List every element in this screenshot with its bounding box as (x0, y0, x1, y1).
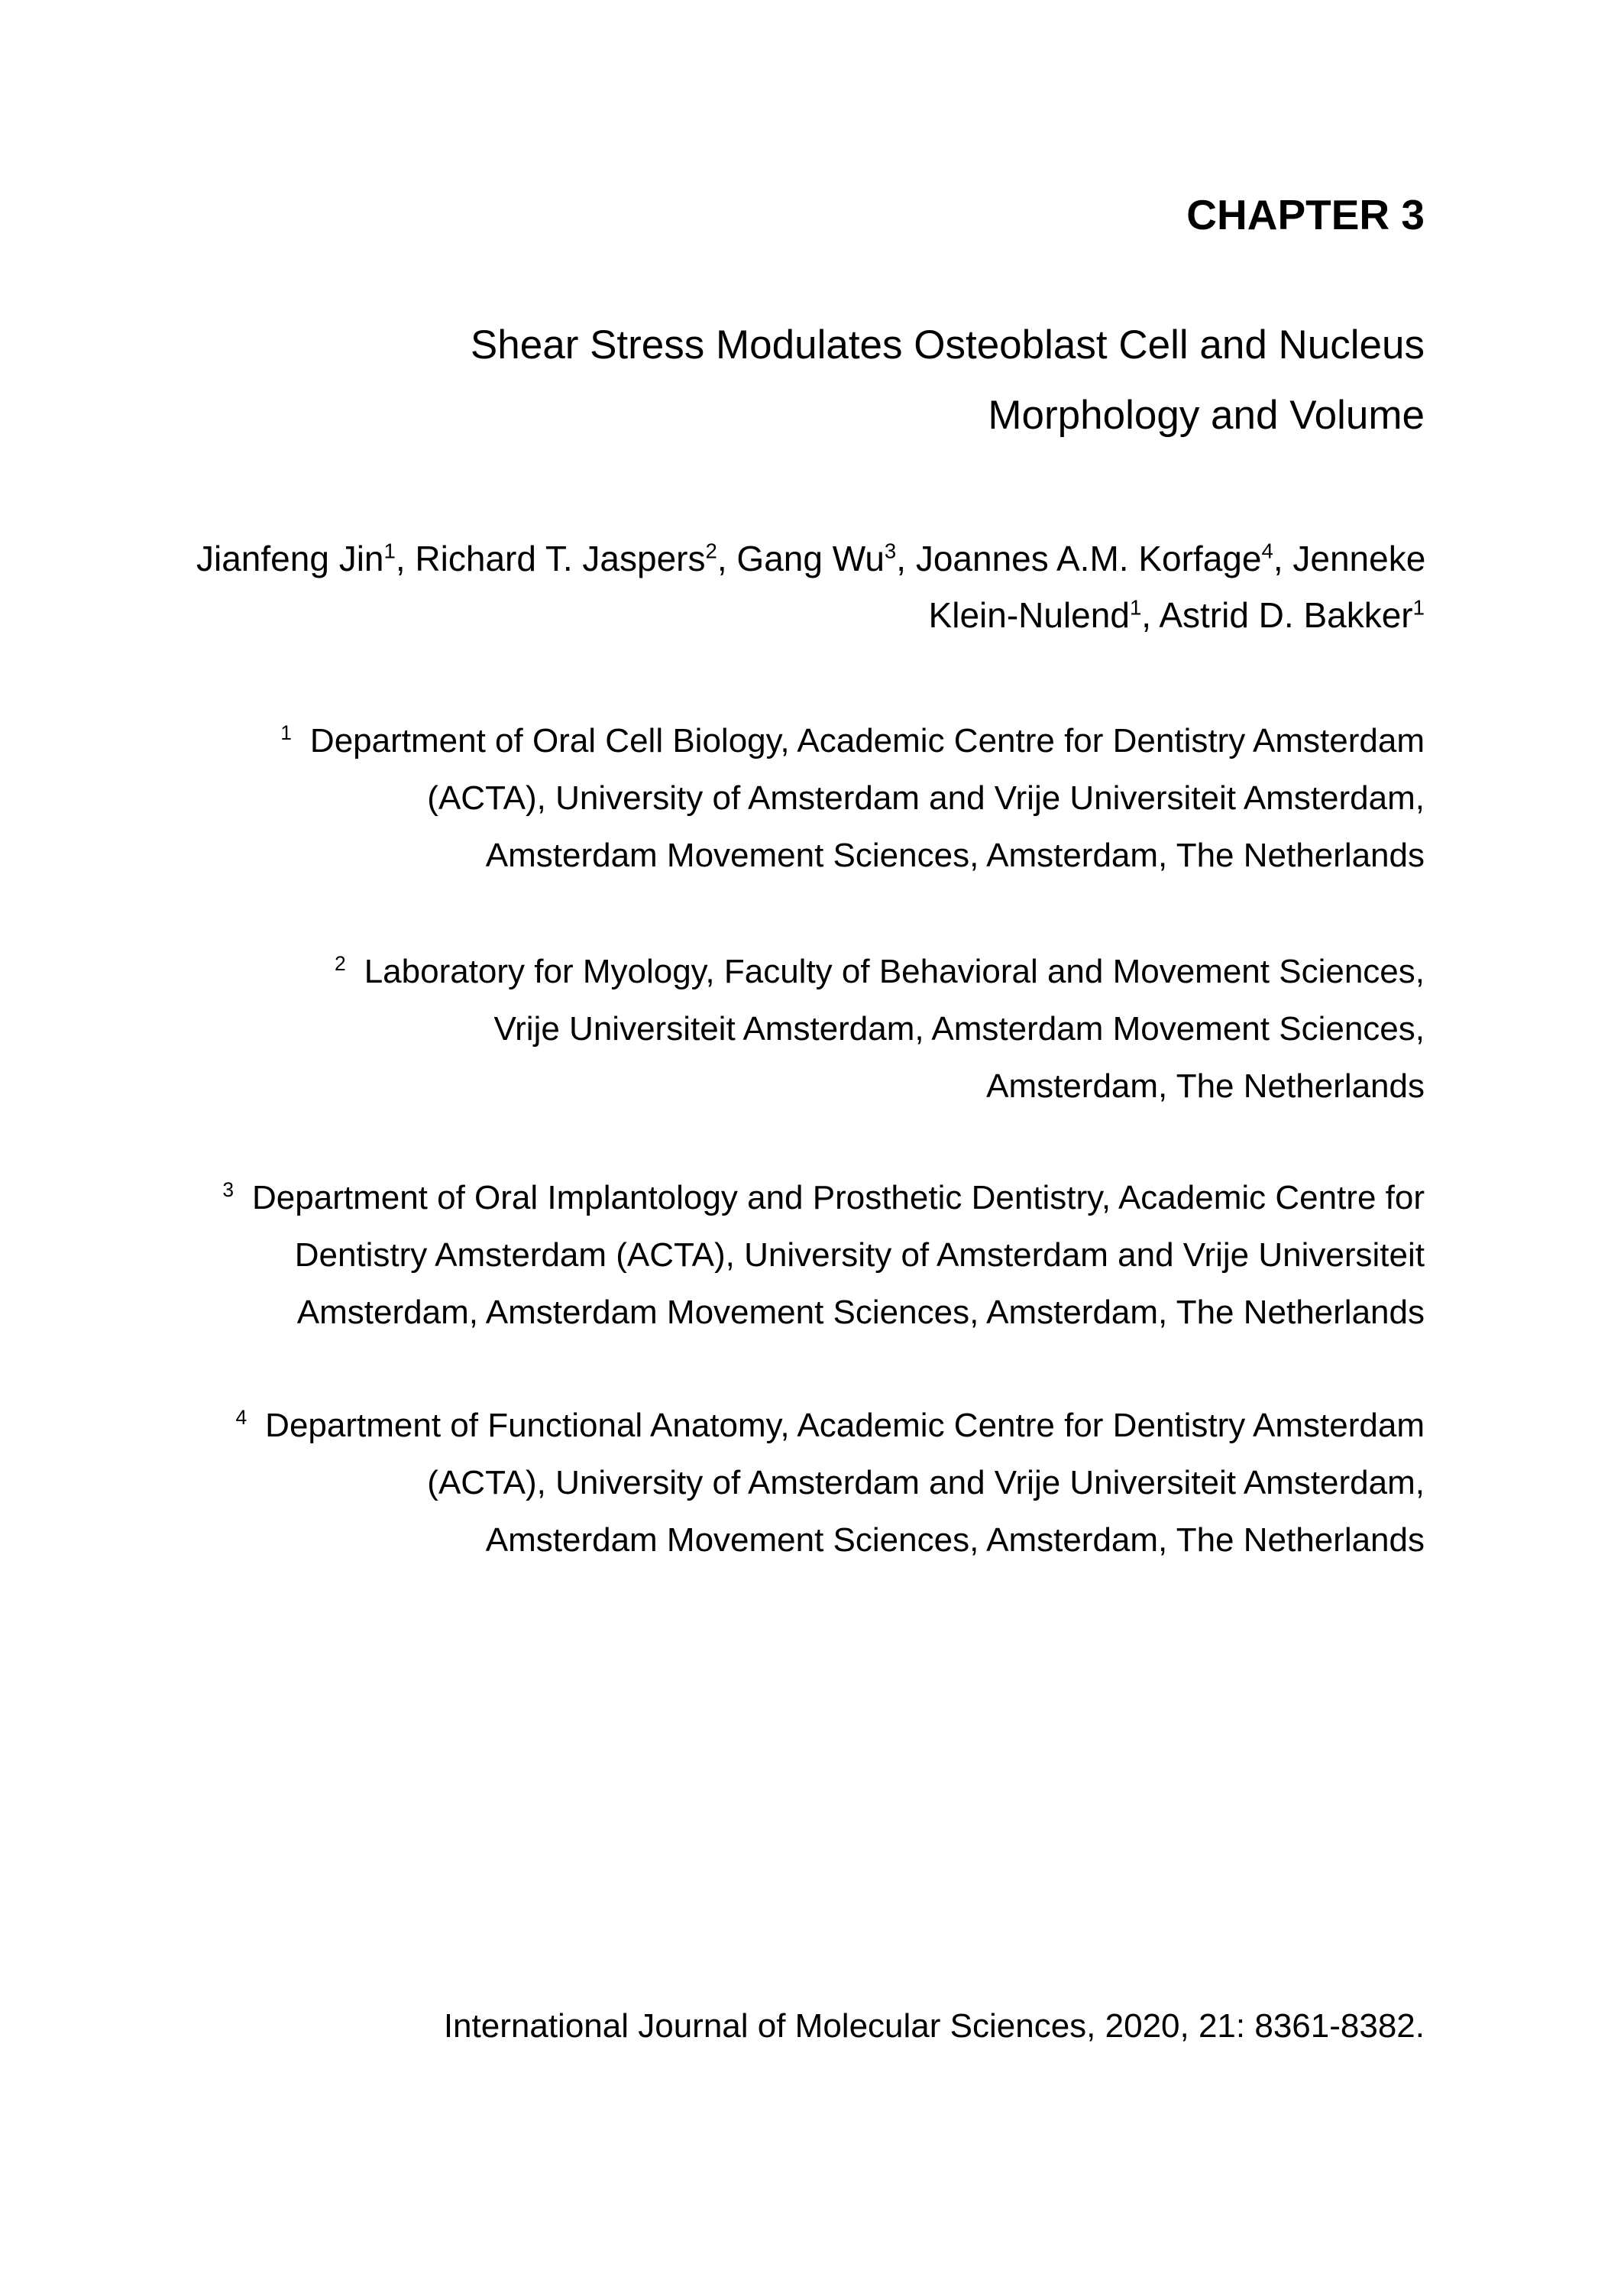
affiliation-line (196, 943, 1425, 1000)
affiliation-text: Department of Functional Anatomy, Academic Centre for Dentistry Amsterdam (265, 1407, 1425, 1444)
affiliation-4 (196, 1397, 1425, 1569)
affiliation-2 (196, 943, 1425, 1115)
affiliation-line: Amsterdam, The Netherlands (986, 1067, 1425, 1105)
affiliation-line: Amsterdam Movement Sciences, Amsterdam, The Netherlands (485, 1521, 1425, 1559)
author-affiliation-superscript: 1 (383, 539, 396, 563)
affiliation-line: Amsterdam, Amsterdam Movement Sciences, Amsterdam, The Netherlands (296, 1294, 1425, 1331)
author-text: , Gang Wu (717, 539, 885, 578)
affiliation-1 (196, 712, 1425, 884)
author-affiliation-superscript: 4 (1261, 539, 1273, 563)
chapter-label: CHAPTER 3 (1186, 191, 1425, 238)
authors-line-2 (196, 587, 1425, 643)
author-text: , Astrid D. Bakker (1141, 595, 1413, 635)
affiliation-line: (ACTA), University of Amsterdam and Vrije Universiteit Amsterdam, (427, 779, 1425, 817)
affiliation-line (196, 1169, 1425, 1226)
affiliation-line: Dentistry Amsterdam (ACTA), University of Amsterdam and Vrije Universiteit (294, 1236, 1425, 1274)
author-list (196, 530, 1425, 643)
affiliation-line (196, 712, 1425, 769)
author-text: , Richard T. Jaspers (395, 539, 706, 578)
title-line-1: Shear Stress Modulates Osteoblast Cell and Nucleus (470, 322, 1425, 368)
author-affiliation-superscript: 2 (705, 539, 717, 563)
affiliation-number: 3 (222, 1178, 235, 1202)
citation-text: International Journal of Molecular Sciences, 2020, 21: 8361-8382. (443, 2007, 1425, 2045)
journal-citation (196, 2006, 1425, 2046)
author-text: Jianfeng Jin (196, 539, 384, 578)
affiliation-number: 2 (335, 952, 346, 976)
author-text: , Joannes A.M. Korfage (896, 539, 1262, 578)
chapter-heading (196, 190, 1425, 239)
affiliation-number: 4 (235, 1406, 247, 1430)
affiliation-line: (ACTA), University of Amsterdam and Vrije Universiteit Amsterdam, (427, 1464, 1425, 1501)
author-affiliation-superscript: 1 (1412, 595, 1425, 620)
affiliation-3 (196, 1169, 1425, 1341)
author-affiliation-superscript: 3 (884, 539, 897, 563)
affiliation-line: Amsterdam Movement Sciences, Amsterdam, The Netherlands (485, 837, 1425, 874)
affiliation-number: 1 (280, 721, 292, 745)
affiliation-line (196, 1397, 1425, 1454)
author-text: , Jenneke (1273, 539, 1426, 578)
authors-line-1 (196, 530, 1425, 587)
affiliation-text: Department of Oral Cell Biology, Academic Centre for Dentistry Amsterdam (309, 722, 1425, 759)
affiliation-text: Department of Oral Implantology and Prosthetic Dentistry, Academic Centre for (252, 1179, 1425, 1216)
paper-title (196, 310, 1425, 451)
title-line-2: Morphology and Volume (988, 393, 1425, 438)
affiliation-text: Laboratory for Myology, Faculty of Behavioral and Movement Sciences, (364, 953, 1425, 990)
affiliation-line: Vrije Universiteit Amsterdam, Amsterdam Movement Sciences, (493, 1010, 1425, 1048)
author-text: Klein-Nulend (928, 595, 1130, 635)
author-affiliation-superscript: 1 (1129, 595, 1142, 620)
